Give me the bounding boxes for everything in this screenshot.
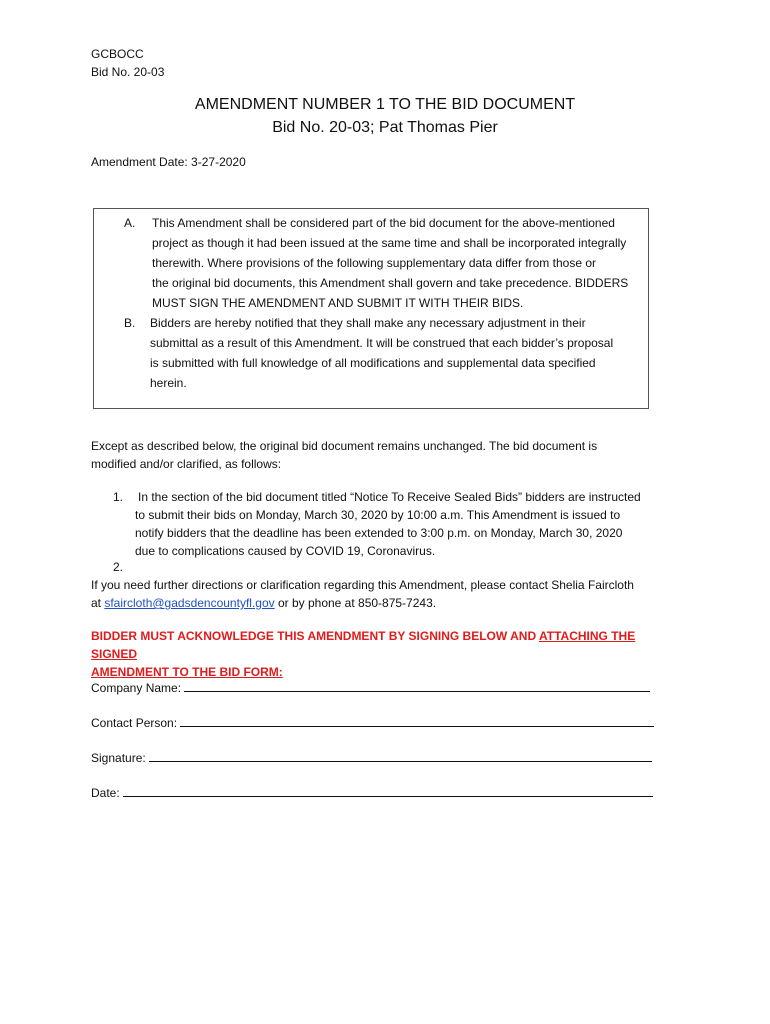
terms-b-line: submittal as a result of this Amendment. It will be construed that each bidder’s proposal: [150, 336, 614, 350]
contact-line-2: [91, 594, 681, 612]
company-name-label: Company Name:: [91, 681, 182, 695]
terms-b-line: Bidders are hereby notified that they shall make any necessary adjustment in their: [150, 316, 586, 330]
terms-a-line: the original bid documents, this Amendment shall govern and take precedence. BIDDERS: [152, 276, 629, 290]
signature-line[interactable]: [149, 750, 652, 762]
signature-label: Signature:: [91, 751, 146, 765]
contact-email-link[interactable]: sfaircloth@gadsdencountyfl.gov: [104, 596, 275, 610]
list-number-2: 2.: [113, 560, 124, 574]
notice-underlined-1: ATTACHING THE SIGNED: [91, 629, 636, 661]
date-label: Date:: [91, 786, 120, 800]
contact-person-label: Contact Person:: [91, 716, 178, 730]
notice-underlined-2: AMENDMENT TO THE BID FORM:: [91, 665, 283, 679]
list-1-line: to submit their bids on Monday, March 30, 2020 by 10:00 a.m. This Amendment is issued to: [135, 508, 621, 522]
notice-line-1: [91, 627, 681, 663]
document-title: AMENDMENT NUMBER 1 TO THE BID DOCUMENT: [194, 96, 576, 113]
contact-person-line[interactable]: [180, 715, 654, 727]
intro-paragraph: [91, 437, 681, 473]
intro-line: modified and/or clarified, as follows:: [91, 457, 282, 471]
date-field[interactable]: [91, 785, 653, 801]
terms-a-line: This Amendment shall be considered part of the bid document for the above-mentioned: [152, 216, 615, 230]
terms-b-line: herein.: [150, 376, 187, 390]
terms-marker-b: B.: [124, 316, 136, 330]
contact-at: at: [91, 596, 105, 610]
terms-text-a: [152, 213, 646, 313]
list-1-line: due to complications caused by COVID 19, Coronavirus.: [135, 544, 436, 558]
contact-person-field[interactable]: [91, 715, 654, 731]
date-line[interactable]: [123, 785, 653, 797]
terms-text-b: [150, 313, 644, 393]
contact-line: If you need further directions or clarification regarding this Amendment, please contact Shelia Faircloth: [91, 578, 634, 592]
contact-paragraph: [91, 576, 681, 612]
list-number-1: 1.: [113, 490, 124, 504]
notice-plain: BIDDER MUST ACKNOWLEDGE THIS AMENDMENT BY SIGNING BELOW AND: [91, 629, 539, 643]
intro-line: Except as described below, the original bid document remains unchanged. The bid document is: [91, 439, 598, 453]
terms-a-line: project as though it had been issued at the same time and shall be incorporated integrally: [152, 236, 627, 250]
company-name-line[interactable]: [184, 680, 650, 692]
amendment-date: Amendment Date: 3-27-2020: [91, 155, 246, 169]
contact-phone: or by phone at 850-875-7243.: [274, 596, 437, 610]
terms-marker-a: A.: [124, 216, 136, 230]
header-bid-number: Bid No. 20-03: [91, 65, 165, 79]
header-org: GCBOCC: [91, 47, 144, 61]
list-1-line: In the section of the bid document titled “Notice To Receive Sealed Bids” bidders are instructed: [138, 490, 641, 504]
document-subtitle: Bid No. 20-03; Pat Thomas Pier: [272, 119, 498, 136]
company-name-field[interactable]: [91, 680, 650, 696]
list-text-1: [138, 488, 688, 506]
terms-a-line: MUST SIGN THE AMENDMENT AND SUBMIT IT WITH THEIR BIDS.: [152, 296, 524, 310]
acknowledgement-notice: [91, 627, 681, 681]
terms-b-line: is submitted with full knowledge of all modifications and supplemental data specified: [150, 356, 596, 370]
signature-field[interactable]: [91, 750, 652, 766]
list-text-1-continued: [135, 506, 685, 560]
amendment-terms-box: [93, 208, 649, 409]
list-1-line: notify bidders that the deadline has been extended to 3:00 p.m. on Monday, March 30, 2020: [135, 526, 623, 540]
terms-a-line: therewith. Where provisions of the following supplementary data differ from those or: [152, 256, 596, 270]
